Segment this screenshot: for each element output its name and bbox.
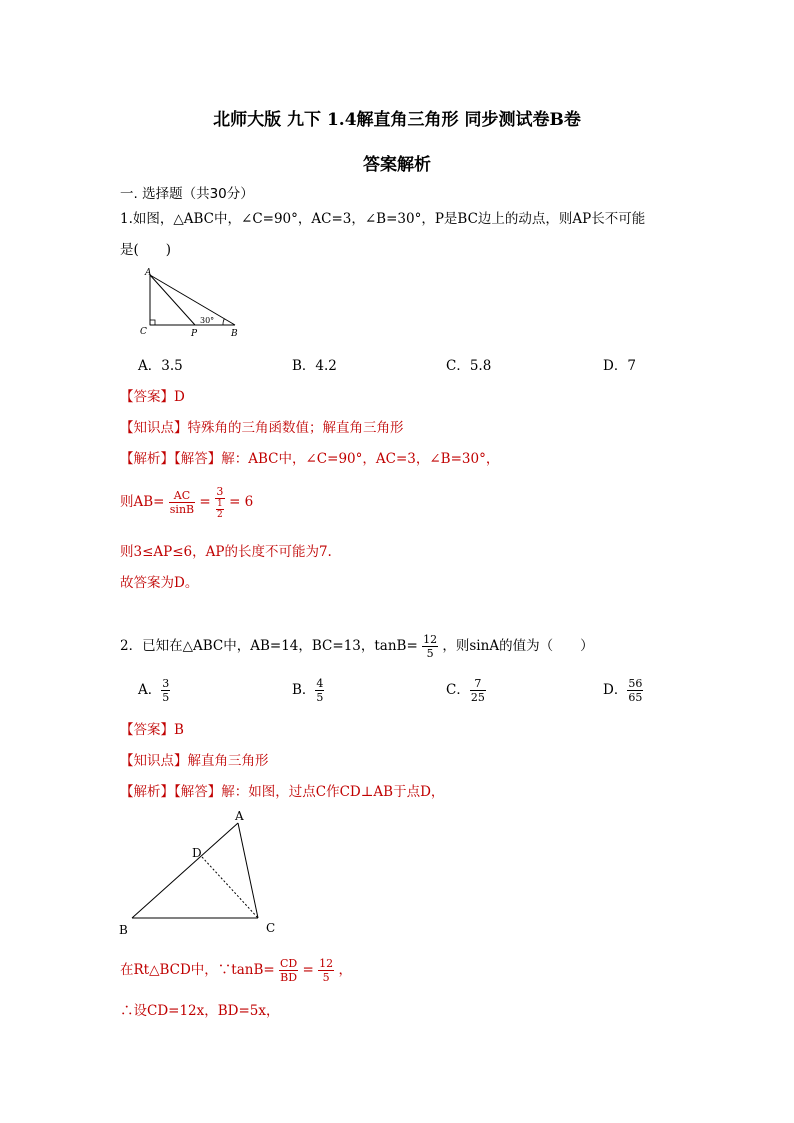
q1-option-c: C．5.8 bbox=[446, 358, 492, 374]
q2-option-a bbox=[138, 672, 170, 708]
q1-equation bbox=[120, 480, 253, 524]
q2-option-d bbox=[603, 672, 643, 708]
q1-eq-fraction bbox=[169, 489, 195, 516]
q1-triangle-figure bbox=[135, 265, 250, 340]
q2-option-d-fraction bbox=[627, 677, 643, 704]
q2-line2-den: BD bbox=[280, 971, 298, 984]
q2-option-b bbox=[292, 672, 324, 708]
q2-answer-tag: 【答案】 bbox=[120, 722, 174, 738]
q2-option-a-num: 3 bbox=[162, 677, 170, 690]
q2-line2-suffix: ， bbox=[338, 962, 352, 978]
q2-option-a-label: A． bbox=[138, 682, 162, 698]
q2-option-b-den: 5 bbox=[316, 691, 324, 704]
q2-option-c-num: 7 bbox=[470, 677, 486, 691]
q1-option-b: B．4.2 bbox=[292, 358, 337, 374]
q2-line2-eq: = bbox=[302, 962, 314, 978]
q1-eq-result: = 6 bbox=[229, 494, 254, 510]
q1-eq-inner-fraction bbox=[215, 499, 225, 520]
q1-label-a: A bbox=[145, 268, 152, 278]
q2-line2-fraction1 bbox=[279, 957, 298, 984]
q2-option-b-label: B． bbox=[292, 682, 316, 698]
q1-eq-inner-den: 2 bbox=[217, 510, 223, 520]
q2-triangle-figure bbox=[110, 805, 290, 940]
q2-option-a-den: 5 bbox=[162, 691, 170, 704]
q2-analysis-line1: 解：如图，过点C作CD⊥AB于点D， bbox=[221, 784, 445, 800]
q2-label-d: D bbox=[192, 846, 202, 860]
q2-stem-den: 5 bbox=[426, 647, 434, 660]
q2-knowledge-tag: 【知识点】 bbox=[120, 753, 188, 769]
q1-label-b: B bbox=[231, 329, 238, 339]
q2-stem-suffix: ，则sinA的值为（ ） bbox=[442, 638, 594, 654]
q1-analysis-line4: 故答案为D。 bbox=[120, 575, 199, 591]
q2-option-d-num: 56 bbox=[628, 677, 643, 690]
q2-option-d-label: D． bbox=[603, 682, 628, 698]
page-title: 北师大版 九下 1.4解直角三角形 同步测试卷B卷 bbox=[213, 110, 581, 130]
q2-label-c: C bbox=[266, 921, 276, 935]
q1-eq-outer-num: 3 bbox=[216, 485, 224, 498]
q1-option-d: D．7 bbox=[603, 358, 636, 374]
q1-stem-line2: 是( ) bbox=[120, 242, 172, 258]
section-heading: 一. 选择题（共30分） bbox=[120, 186, 254, 202]
q1-answer bbox=[120, 385, 185, 405]
q1-eq-prefix: 则AB= bbox=[120, 494, 165, 510]
q2-line2-num: CD bbox=[280, 957, 298, 970]
q1-stem-line1: 1.如图，△ABC中，∠C=90°，AC=3，∠B=30°，P是BC边上的动点，则AP长不可能 bbox=[120, 211, 646, 227]
q2-option-c bbox=[446, 672, 486, 708]
q2-stem-num: 12 bbox=[423, 633, 438, 646]
q1-analysis-tag: 【解析】【解答】 bbox=[120, 451, 222, 467]
q2-line2-fraction2 bbox=[318, 957, 334, 984]
q2-analysis-line2 bbox=[120, 952, 352, 988]
q2-analysis-tag: 【解析】【解答】 bbox=[120, 784, 222, 800]
q2-line2-prefix: 在Rt△BCD中，∵tanB= bbox=[120, 962, 275, 978]
q1-analysis-line1: 解：ABC中，∠C=90°，AC=3，∠B=30°， bbox=[221, 451, 500, 467]
q1-eq-num: AC bbox=[169, 489, 195, 503]
q1-eq-compound-fraction bbox=[215, 485, 225, 520]
q2-knowledge-value: 解直角三角形 bbox=[187, 753, 269, 769]
q1-answer-value: D bbox=[174, 389, 185, 405]
q1-option-a: A．3.5 bbox=[138, 358, 183, 374]
q2-option-a-fraction bbox=[161, 677, 170, 704]
q2-line2-num2: 12 bbox=[319, 957, 334, 970]
q2-knowledge bbox=[120, 749, 269, 769]
q1-eq-inner-num: 1 bbox=[217, 499, 223, 509]
q2-stem-prefix: 2．已知在△ABC中，AB=14，BC=13，tanB= bbox=[120, 638, 418, 654]
q2-option-d-den: 65 bbox=[628, 691, 643, 704]
q2-analysis bbox=[120, 780, 444, 800]
q1-answer-tag: 【答案】 bbox=[120, 389, 174, 405]
q2-label-a: A bbox=[235, 809, 244, 823]
q1-eq-half bbox=[216, 499, 224, 520]
q1-eq-equals: = bbox=[199, 494, 211, 510]
page-subtitle: 答案解析 bbox=[363, 155, 431, 175]
q1-knowledge-value: 特殊角的三角函数值；解直角三角形 bbox=[187, 420, 404, 436]
q2-option-c-den: 25 bbox=[470, 691, 485, 704]
q1-angle-label: 30° bbox=[200, 316, 215, 325]
q2-stem-fraction bbox=[422, 633, 438, 660]
q1-eq-den: sinB bbox=[169, 503, 195, 516]
q1-label-p: P bbox=[191, 329, 198, 339]
q2-line2-den2: 5 bbox=[322, 971, 330, 984]
q2-option-c-fraction bbox=[470, 677, 486, 704]
q1-knowledge-tag: 【知识点】 bbox=[120, 420, 188, 436]
q2-answer-value: B bbox=[174, 722, 184, 738]
q1-knowledge bbox=[120, 416, 404, 436]
q1-analysis-line3: 则3≤AP≤6，AP的长度不可能为7. bbox=[120, 544, 332, 560]
q2-option-b-num: 4 bbox=[316, 677, 324, 690]
q1-label-c: C bbox=[140, 327, 147, 337]
q1-analysis bbox=[120, 447, 499, 467]
q2-analysis-line3: ∴设CD=12x，BD=5x， bbox=[120, 1003, 280, 1019]
q2-stem bbox=[120, 628, 594, 664]
q2-option-c-label: C． bbox=[446, 682, 470, 698]
q2-option-b-fraction bbox=[315, 677, 324, 704]
q2-answer bbox=[120, 718, 184, 738]
q2-label-b: B bbox=[119, 923, 128, 937]
